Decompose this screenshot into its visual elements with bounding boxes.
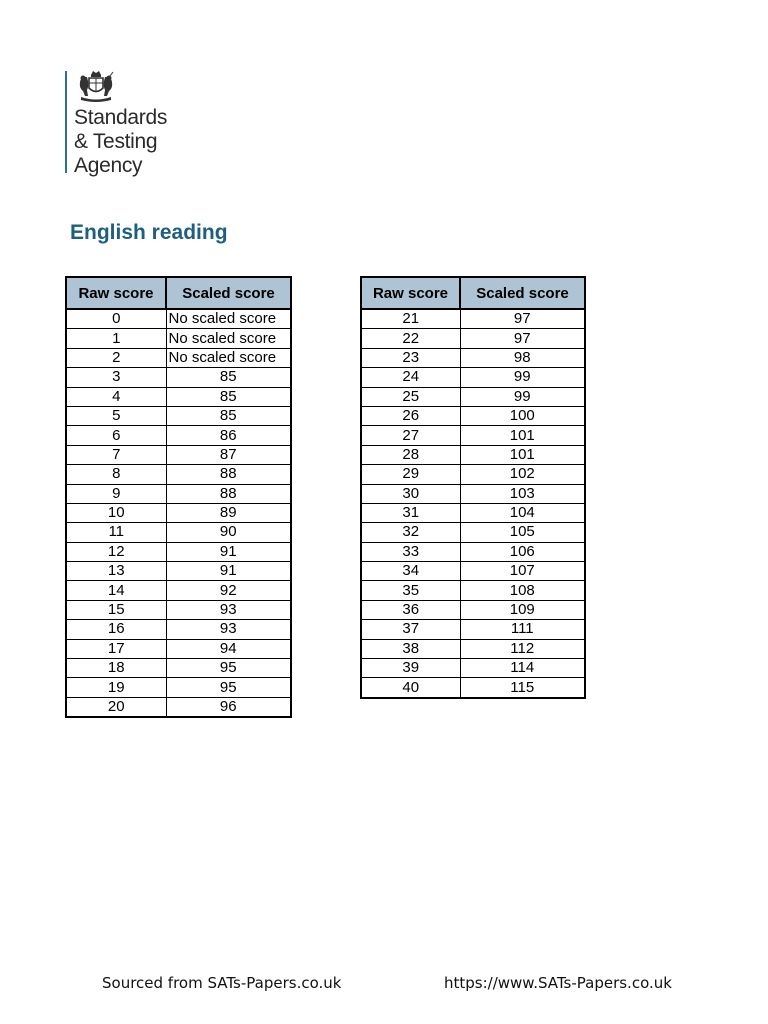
scaled-score-cell: 105 <box>460 523 585 542</box>
table-row <box>66 348 291 367</box>
table-row <box>361 600 585 619</box>
table-header-row <box>66 277 291 309</box>
scaled-score-cell: 99 <box>460 387 585 406</box>
table-row <box>66 600 291 619</box>
scaled-score-cell: 115 <box>460 678 585 698</box>
table-row <box>361 309 585 329</box>
scaled-score-cell: 88 <box>166 484 291 503</box>
scaled-score-cell: 109 <box>460 600 585 619</box>
section-title: English reading <box>70 221 228 244</box>
raw-score-cell: 5 <box>66 406 166 425</box>
table-row <box>361 465 585 484</box>
table-row <box>361 368 585 387</box>
raw-score-cell: 27 <box>361 426 460 445</box>
table-row <box>361 562 585 581</box>
table-row <box>361 387 585 406</box>
agency-name-line-1: Standards <box>74 106 168 129</box>
scaled-score-cell: 100 <box>460 406 585 425</box>
scaled-score-cell: 85 <box>166 368 291 387</box>
raw-score-cell: 18 <box>66 659 166 678</box>
raw-score-cell: 12 <box>66 542 166 561</box>
raw-score-cell: 17 <box>66 639 166 658</box>
raw-score-cell: 14 <box>66 581 166 600</box>
scaled-score-cell: 107 <box>460 562 585 581</box>
agency-name-line-3: Agency <box>74 154 143 177</box>
scaled-score-cell: 88 <box>166 465 291 484</box>
raw-score-cell: 21 <box>361 309 460 329</box>
raw-score-cell: 39 <box>361 659 460 678</box>
table-row <box>361 620 585 639</box>
scaled-score-cell: 91 <box>166 542 291 561</box>
raw-score-cell: 25 <box>361 387 460 406</box>
column-header-raw-score: Raw score <box>66 277 166 309</box>
scaled-score-cell: 108 <box>460 581 585 600</box>
scaled-score-cell: 98 <box>460 348 585 367</box>
table-row <box>66 426 291 445</box>
table-row <box>66 678 291 697</box>
scaled-score-cell: 92 <box>166 581 291 600</box>
raw-score-cell: 38 <box>361 639 460 658</box>
scaled-score-cell: 95 <box>166 659 291 678</box>
scaled-score-cell: 91 <box>166 562 291 581</box>
score-table-left <box>65 276 292 718</box>
scaled-score-cell: 112 <box>460 639 585 658</box>
raw-score-cell: 35 <box>361 581 460 600</box>
raw-score-cell: 28 <box>361 445 460 464</box>
scaled-score-cell: 93 <box>166 600 291 619</box>
table-row <box>361 678 585 698</box>
raw-score-cell: 11 <box>66 523 166 542</box>
footer-source-text: Sourced from SATs-Papers.co.uk <box>102 974 342 992</box>
column-header-scaled-score: Scaled score <box>166 277 291 309</box>
raw-score-cell: 4 <box>66 387 166 406</box>
scaled-score-cell: 101 <box>460 426 585 445</box>
table-row <box>66 581 291 600</box>
table-row <box>66 562 291 581</box>
table-row <box>361 484 585 503</box>
table-row <box>361 445 585 464</box>
raw-score-cell: 40 <box>361 678 460 698</box>
scaled-score-cell: No scaled score <box>166 348 291 367</box>
table-row <box>66 445 291 464</box>
raw-score-cell: 10 <box>66 503 166 522</box>
table-row <box>361 503 585 522</box>
scaled-score-cell: 99 <box>460 368 585 387</box>
table-row <box>361 659 585 678</box>
scaled-score-cell: 103 <box>460 484 585 503</box>
table-row <box>361 329 585 348</box>
scaled-score-cell: No scaled score <box>166 309 291 329</box>
table-row <box>361 523 585 542</box>
raw-score-cell: 33 <box>361 542 460 561</box>
agency-name <box>74 106 167 178</box>
table-row <box>66 406 291 425</box>
scaled-score-cell: 111 <box>460 620 585 639</box>
scaled-score-cell: 87 <box>166 445 291 464</box>
table-row <box>66 639 291 658</box>
scaled-score-cell: 101 <box>460 445 585 464</box>
scaled-score-cell: 106 <box>460 542 585 561</box>
table-row <box>66 697 291 717</box>
raw-score-cell: 22 <box>361 329 460 348</box>
scaled-score-cell: 96 <box>166 697 291 717</box>
scaled-score-cell: 90 <box>166 523 291 542</box>
scaled-score-cell: 97 <box>460 329 585 348</box>
raw-score-cell: 24 <box>361 368 460 387</box>
table-row <box>66 465 291 484</box>
raw-score-cell: 0 <box>66 309 166 329</box>
table-row <box>361 406 585 425</box>
raw-score-cell: 13 <box>66 562 166 581</box>
table-row <box>66 542 291 561</box>
raw-score-cell: 1 <box>66 329 166 348</box>
raw-score-cell: 7 <box>66 445 166 464</box>
table-row <box>361 348 585 367</box>
table-row <box>66 484 291 503</box>
raw-score-cell: 6 <box>66 426 166 445</box>
table-row <box>66 503 291 522</box>
raw-score-cell: 19 <box>66 678 166 697</box>
raw-score-cell: 15 <box>66 600 166 619</box>
scaled-score-cell: 93 <box>166 620 291 639</box>
raw-score-cell: 31 <box>361 503 460 522</box>
raw-score-cell: 23 <box>361 348 460 367</box>
agency-name-line-2: & Testing <box>74 130 158 153</box>
raw-score-cell: 34 <box>361 562 460 581</box>
scaled-score-cell: 102 <box>460 465 585 484</box>
table-header-row <box>361 277 585 309</box>
table-row <box>66 620 291 639</box>
scaled-score-cell: 94 <box>166 639 291 658</box>
raw-score-cell: 32 <box>361 523 460 542</box>
column-header-scaled-score: Scaled score <box>460 277 585 309</box>
royal-crest-icon <box>76 69 116 103</box>
table-row <box>361 639 585 658</box>
table-row <box>361 542 585 561</box>
table-row <box>66 387 291 406</box>
table-row <box>361 581 585 600</box>
table-row <box>66 329 291 348</box>
logo-divider-bar <box>65 71 67 173</box>
table-row <box>66 368 291 387</box>
footer-url-text: https://www.SATs-Papers.co.uk <box>444 974 672 992</box>
raw-score-cell: 29 <box>361 465 460 484</box>
scaled-score-cell: 86 <box>166 426 291 445</box>
table-row <box>361 426 585 445</box>
scaled-score-cell: 85 <box>166 387 291 406</box>
raw-score-cell: 8 <box>66 465 166 484</box>
raw-score-cell: 16 <box>66 620 166 639</box>
raw-score-cell: 2 <box>66 348 166 367</box>
scaled-score-cell: 85 <box>166 406 291 425</box>
raw-score-cell: 37 <box>361 620 460 639</box>
raw-score-cell: 26 <box>361 406 460 425</box>
scaled-score-cell: 114 <box>460 659 585 678</box>
score-table-right <box>360 276 586 699</box>
table-row <box>66 523 291 542</box>
raw-score-cell: 30 <box>361 484 460 503</box>
scaled-score-cell: 89 <box>166 503 291 522</box>
scaled-score-cell: 97 <box>460 309 585 329</box>
scaled-score-cell: 104 <box>460 503 585 522</box>
scaled-score-cell: No scaled score <box>166 329 291 348</box>
scaled-score-cell: 95 <box>166 678 291 697</box>
raw-score-cell: 20 <box>66 697 166 717</box>
table-row <box>66 309 291 329</box>
table-row <box>66 659 291 678</box>
raw-score-cell: 36 <box>361 600 460 619</box>
column-header-raw-score: Raw score <box>361 277 460 309</box>
raw-score-cell: 9 <box>66 484 166 503</box>
raw-score-cell: 3 <box>66 368 166 387</box>
